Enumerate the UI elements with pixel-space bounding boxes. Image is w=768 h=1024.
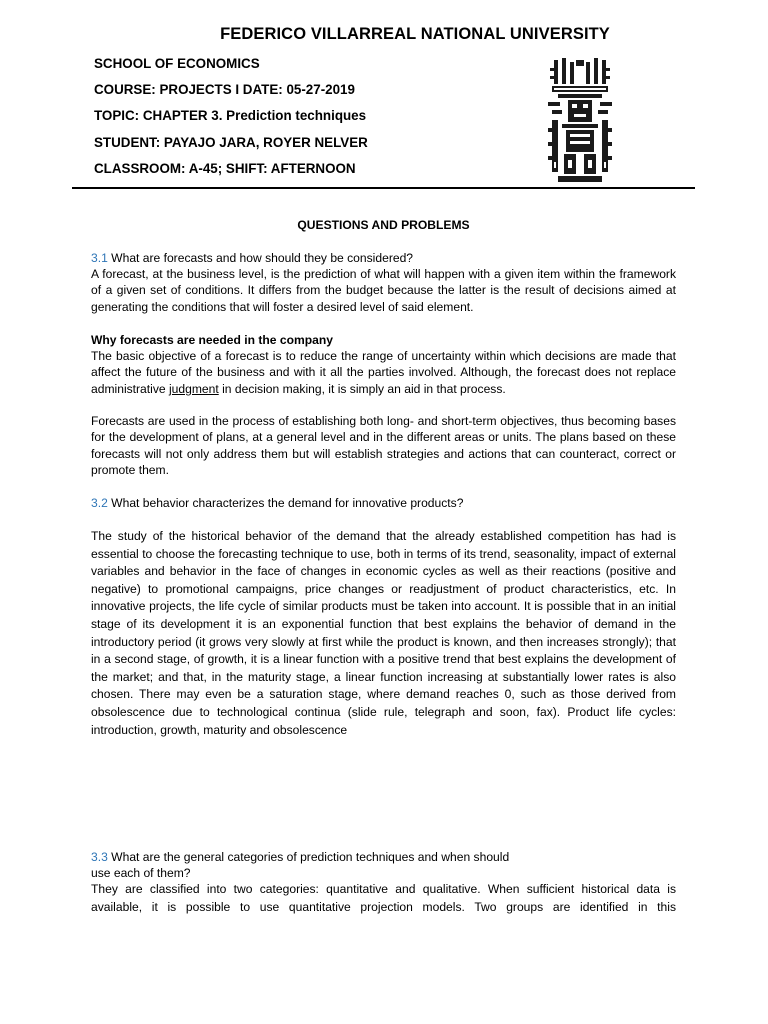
question-3-3 — [91, 849, 676, 882]
question-text: What are forecasts and how should they be considered? — [107, 251, 414, 265]
answer-3-3: They are classified into two categories: quantitative and qualitative. When sufficient historical data is available, it is possible to use quantitative projection models. Two groups are identified in this — [91, 882, 676, 914]
answer-3-1: A forecast, at the business level, is the prediction of what will happen with a given item within the framework of a given set of conditions. It differs from the budget because the latter is the result of decisions aimed at generating the conditions that will foster a desired level of said element. — [91, 267, 676, 314]
question-text-continued: use each of them? — [91, 866, 191, 881]
question-3-1 — [91, 250, 676, 266]
why-forecasts-paragraph-1 — [91, 348, 676, 397]
why-forecasts-paragraph-2: Forecasts are used in the process of establishing both long- and short-term objectives, thus becoming bases for the development of plans, at a general level and in the different areas or units. The plans based on these forecasts will not only address them but will establish strategies and actions that can counteract, correct or promote them. — [91, 414, 676, 478]
question-number: 3.2 — [91, 496, 108, 510]
paragraph-text: in decision making, it is simply an aid in that process. — [218, 381, 506, 396]
paragraph-text: The basic objective of a forecast is to reduce the range of uncertainty within which decisions are made that affect the future of the business and with it all the parties involved. Although, the forecast does not replace administrative — [91, 349, 676, 396]
header-divider — [72, 187, 695, 189]
student-line: STUDENT: PAYAJO JARA, ROYER NELVER — [94, 135, 368, 150]
course-line: COURSE: PROJECTS I DATE: 05-27-2019 — [94, 82, 355, 97]
question-text: What are the general categories of prediction techniques and when should — [107, 850, 510, 864]
school-line: SCHOOL OF ECONOMICS — [94, 56, 260, 71]
underlined-word: judgment — [168, 381, 219, 396]
question-3-2 — [91, 495, 676, 511]
question-number: 3.1 — [91, 251, 108, 265]
why-forecasts-heading: Why forecasts are needed in the company — [91, 333, 333, 347]
topic-line: TOPIC: CHAPTER 3. Prediction techniques — [94, 108, 367, 123]
question-text: What behavior characterizes the demand for innovative products? — [107, 496, 464, 510]
section-title: QUESTIONS AND PROBLEMS — [297, 218, 470, 232]
university-title: FEDERICO VILLARREAL NATIONAL UNIVERSITY — [220, 25, 610, 43]
classroom-line: CLASSROOM: A-45; SHIFT: AFTERNOON — [94, 161, 356, 176]
question-number: 3.3 — [91, 850, 108, 864]
university-emblem — [548, 58, 612, 184]
answer-3-2: The study of the historical behavior of the demand that the already established competition has had is essential to choose the forecasting technique to use, both in terms of its trend, seasonality, impact of external variables and behavior in the face of changes in economic cycles as well as their reactions (positive and negative) to promotional campaigns, price changes or readjustment of product characteristics, etc. In innovative projects, the life cycle of similar products must be taken into account. It is possible that in an initial stage of its development it is an exponential function that best explains the behavior of demand in the introductory period (it grows very slowly at first while the product is known, and then increases strongly); that in a second stage, of growth, it is a linear function with a positive trend that best explains the development of the market; and that, in the maturity stage, a linear function increasing at substantially lower rates is also chosen. There may even be a saturation stage, where demand reaches 0, such as those derived from obsolescence due to technological continua (slide rule, telegraph and soon, fax). Product life cycles: introduction, growth, maturity and obsolescence — [91, 529, 676, 737]
